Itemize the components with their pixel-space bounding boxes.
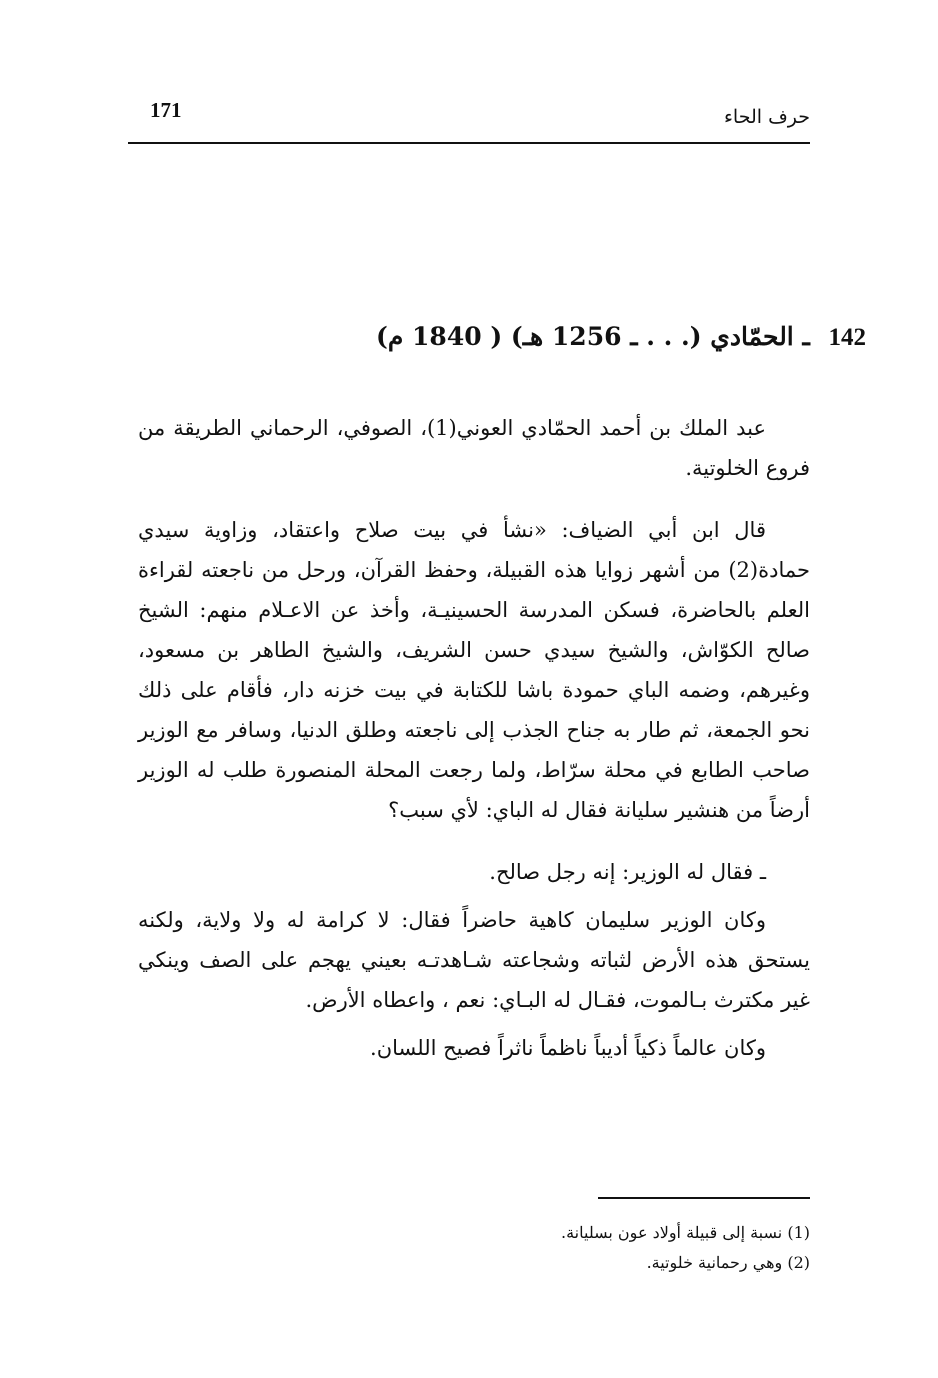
page-number: 171 (150, 98, 182, 122)
entry-number: 142 (828, 324, 866, 351)
body-text (138, 408, 810, 1068)
footnote-rule (598, 1197, 810, 1199)
footnote-1: (1) نسبة إلى قبيلة أولاد عون بسليانة. (561, 1223, 810, 1242)
entry-title: ـ الحمّادي (. . . ـ 1256 هـ) ( 1840 م) (376, 322, 810, 351)
footnote-2: (2) وهي رحمانية خلوتية. (646, 1253, 810, 1272)
header-rule (128, 142, 810, 144)
paragraph-dialogue: ـ فقال له الوزير: إنه رجل صالح. (489, 860, 766, 884)
paragraph-intro: عبد الملك بن أحمد الحمّادي العوني(1)، الصوفي، الرحماني الطريقة من فروع الخلوتية. (138, 416, 810, 480)
paragraph-minister: وكان الوزير سليمان كاهية حاضراً فقال: لا كرامة له ولا ولاية، ولكنه يستحق هذه الأرض لثباته وشجاعته شـاهدتـه بعيني يهجم على الصف وينكي غير مكترث بـالموت، فقـال له البـاي: نعم ، واعطاه الأرض. (138, 908, 810, 1012)
running-head: حرف الحاء (723, 106, 810, 128)
footnotes (400, 1218, 810, 1278)
entry-heading (166, 322, 866, 352)
paragraph-quote: قال ابن أبي الضياف: «نشأ في بيت صلاح واعتقاد، وزاوية سيدي حمادة(2) من أشهر زوايا هذه القبيلة، وحفظ القرآن، ورحل من ناجعته لقراءة العلم بالحاضرة، فسكن المدرسة الحسينيـة، وأخذ عن الاعـلام منهم: الشيخ صالح الكوّاش، والشيخ سيدي حسن الشريف، والشيخ الطاهر بن مسعود، وغيرهم، وضمه الباي حمودة باشا للكتابة في بيت خزنه دار، فأقام على ذلك نحو الجمعة، ثم طار به جناح الجذب إلى ناجعته وطلق الدنيا، وسافر مع الوزير صاحب الطابع في محلة سرّاط، ولما رجعت المحلة المنصورة طلب له الوزير أرضاً من هنشير سليانة فقال له الباي: لأي سبب؟ (138, 518, 810, 822)
paragraph-closing: وكان عالماً ذكياً أديباً ناظماً ناثراً فصيح اللسان. (370, 1036, 766, 1060)
